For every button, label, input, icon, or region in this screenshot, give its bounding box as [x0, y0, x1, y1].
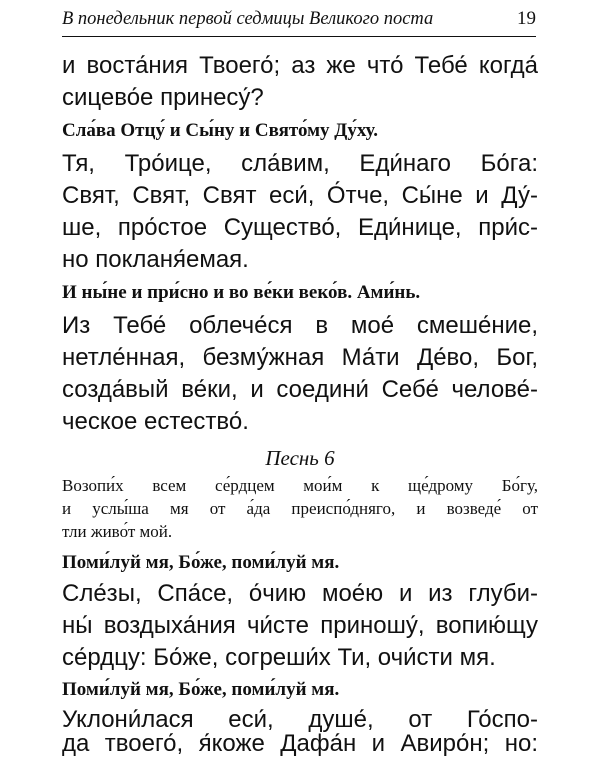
- rubric-glory: Сла́ва Отцу́ и Сы́ну и Свято́му Ду́ху.: [62, 120, 378, 141]
- text-line: Сле́зы, Спа́се, о́чию мое́ю и из глуби-: [62, 580, 538, 607]
- text-line: созда́вый ве́ки, и соедини́ Себе́ челове́-: [62, 376, 538, 403]
- refrain-have-mercy: Поми́луй мя, Бо́же, поми́луй мя.: [62, 679, 340, 700]
- text-line: и воста́ния Твоего́; аз же что́ Тебе́ когда́: [62, 52, 538, 79]
- page-number: 19: [517, 8, 536, 29]
- text-line: Тя, Тро́ице, сла́вим, Еди́наго Бо́га:: [62, 150, 538, 177]
- refrain-have-mercy: Поми́луй мя, Бо́же, поми́луй мя.: [62, 552, 340, 573]
- text-line: се́рдцу: Бо́же, согреши́х Ти, очи́сти мя.: [62, 644, 496, 671]
- text-line: Уклони́лася еси́, душе́, от Го́спо-: [62, 706, 538, 733]
- text-line: да твоего́, я́коже Дафа́н и Авиро́н; но:: [62, 730, 538, 757]
- text-line: нетле́нная, безму́жная Ма́ти Де́во, Бог,: [62, 344, 538, 371]
- irmos-line: тли живо́т мой.: [62, 522, 173, 541]
- text-line: ны́ воздыха́ния чи́сте приношу́, вопию́щу: [62, 612, 538, 639]
- text-line: ческое естество́.: [62, 408, 249, 435]
- text-line: Свят, Свят, Свят еси́, О́тче, Сы́не и Ду́-: [62, 182, 538, 209]
- running-title: В понедельник первой седмицы Великого поста: [62, 9, 434, 29]
- running-header: [62, 6, 536, 37]
- text-line: ше, про́стое Существо́, Еди́нице, при́с-: [62, 214, 538, 241]
- text-line: сицево́е принесу́?: [62, 84, 264, 111]
- rubric-now-and-ever: И ны́не и при́сно и во ве́ки веко́в. Ами́нь.: [62, 282, 421, 303]
- text-line: Из Тебе́ облече́ся в мое́ смеше́ние,: [62, 312, 538, 339]
- irmos-line: Возопи́х всем се́рдцем мои́м к ще́дрому Бо́гу,: [62, 476, 538, 495]
- text-line: но покланя́емая.: [62, 246, 249, 273]
- irmos-line: и услы́ша мя от а́да преиспо́дняго, и возведе́ от: [62, 499, 538, 518]
- ode-heading: Песнь 6: [265, 446, 335, 470]
